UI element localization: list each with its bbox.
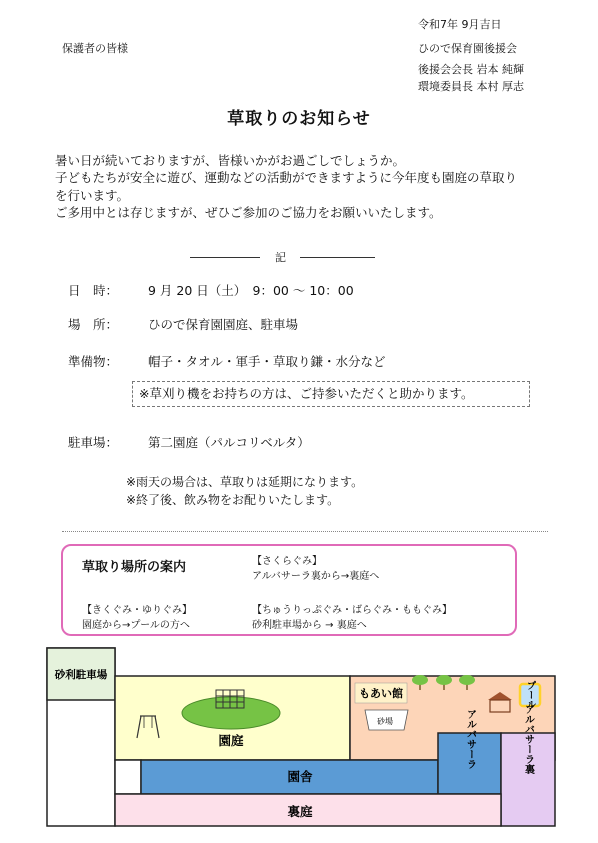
corner-cell xyxy=(115,760,141,794)
garden-label: 園庭 xyxy=(218,733,244,748)
body-line-1: 暑い日が続いておりますが、皆様いかがお過ごしでしょうか。 xyxy=(55,153,406,168)
parking-value: 第二園庭（パルコリベルタ） xyxy=(148,435,310,450)
parking-label: 駐車場： xyxy=(68,435,119,450)
guide-tulip-text: 砂利駐車場から → 裏庭へ xyxy=(252,620,367,631)
guide-kiku-title: 【きくぐみ・ゆりぐみ】 xyxy=(82,605,192,616)
items-label: 準備物： xyxy=(68,354,119,369)
body-line-3: を行います。 xyxy=(55,188,130,203)
body-line-2: 子どもたちが安全に遊び、運動などの活動ができますように今年度も園庭の草取り xyxy=(55,170,518,185)
back-garden-label: 裏庭 xyxy=(287,804,313,819)
guide-kiku-text: 園庭から→プールの方へ xyxy=(82,620,190,631)
gravel-parking-label: 砂利駐車場 xyxy=(54,669,108,681)
guide-sakura-text: アルバサーラ裏から→裏庭へ xyxy=(252,571,380,582)
organization: ひので保育園後援会 xyxy=(418,42,517,55)
drink-note: ※終了後、飲み物をお配りいたします。 xyxy=(126,493,340,507)
sender-chair: 後援会会長 岩本 純輝 xyxy=(418,63,524,76)
guide-sakura-title: 【さくらぐみ】 xyxy=(252,556,322,567)
moai-label: もあい館 xyxy=(359,687,403,700)
issue-date: 令和7年 9月吉日 xyxy=(418,18,502,31)
place-value: ひので保育園園庭、駐車場 xyxy=(148,317,299,332)
rain-note: ※雨天の場合は、草取りは延期になります。 xyxy=(126,475,364,489)
date-label: 日 時： xyxy=(68,283,119,298)
alba-sala-label: アルバサーラ xyxy=(464,709,476,769)
sender-committee: 環境委員長 本村 厚志 xyxy=(418,80,524,93)
body-line-4: ご多用中とは存じますが、ぜひご参加のご協力をお願いいたします。 xyxy=(55,205,442,220)
place-label: 場 所： xyxy=(68,317,119,332)
building-label: 園舎 xyxy=(287,769,313,784)
page-title: 草取りのお知らせ xyxy=(227,109,371,129)
guide-tulip-title: 【ちゅうりっぷぐみ・ばらぐみ・ももぐみ】 xyxy=(252,605,452,616)
mower-note: ※草刈り機をお持ちの方は、ご持参いただくと助かります。 xyxy=(132,381,530,407)
items-value: 帽子・タオル・軍手・草取り鎌・水分など xyxy=(148,354,386,369)
date-value: 9 月 20 日（土） 9：00 ～ 10：00 xyxy=(148,283,354,298)
alba-sala-back-label: アルバサーラ裏 xyxy=(522,704,534,774)
sandbox-label: 砂場 xyxy=(377,717,393,726)
guide-heading: 草取り場所の案内 xyxy=(82,560,187,575)
pool-label: プール xyxy=(524,680,536,710)
ki-mark: 記 xyxy=(275,251,286,264)
recipient: 保護者の皆様 xyxy=(62,42,128,55)
